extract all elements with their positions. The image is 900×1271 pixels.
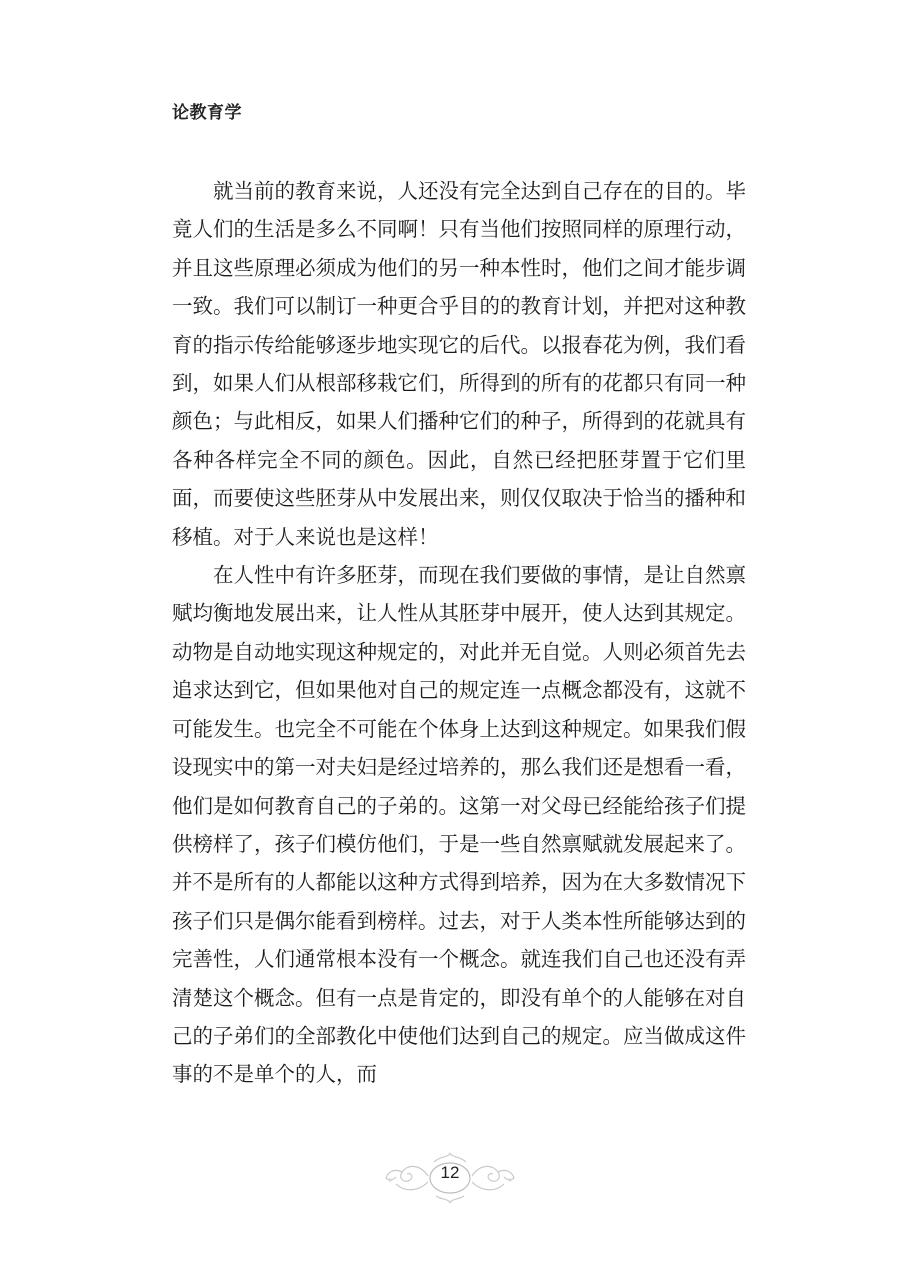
running-header-title: 论教育学 (172, 103, 242, 123)
body-text (172, 172, 746, 1094)
page-number-ornament (380, 1150, 520, 1206)
paragraph-2: 在人性中有许多胚芽，而现在我们要做的事情，是让自然禀赋均衡地发展出来，让人性从其胚芽中展开，使人达到其规定。动物是自动地实现这种规定的，对此并无自觉。人则必须首先去追求达到它，但如果他对自己的规定连一点概念都没有，这就不可能发生。也完全不可能在个体身上达到这种规定。如果我们假设现实中的第一对夫妇是经过培养的，那么我们还是想看一看，他们是如何教育自己的子弟的。这第一对父母已经能给孩子们提供榜样了，孩子们模仿他们，于是一些自然禀赋就发展起来了。并不是所有的人都能以这种方式得到培养，因为在大多数情况下孩子们只是偶尔能看到榜样。过去，对于人类本性所能够达到的完善性，人们通常根本没有一个概念。就连我们自己也还没有弄清楚这个概念。但有一点是肯定的，即没有单个的人能够在对自己的子弟们的全部教化中使他们达到自己的规定。应当做成这件事的不是单个的人，而 (172, 563, 746, 1087)
paragraph-1: 就当前的教育来说，人还没有完全达到自己存在的目的。毕竟人们的生活是多么不同啊！只有当他们按照同样的原理行动，并且这些原理必须成为他们的另一种本性时，他们之间才能步调一致。我们可以制订一种更合乎目的的教育计划，并把对这种教育的指示传给能够逐步地实现它的后代。以报春花为例，我们看到，如果人们从根部移栽它们，所得到的所有的花都只有同一种颜色；与此相反，如果人们播种它们的种子，所得到的花就具有各种各样完全不同的颜色。因此，自然已经把胚芽置于它们里面，而要使这些胚芽从中发展出来，则仅仅取决于恰当的播种和移植。对于人来说也是这样！ (172, 179, 746, 549)
page-number: 12 (440, 1163, 460, 1182)
